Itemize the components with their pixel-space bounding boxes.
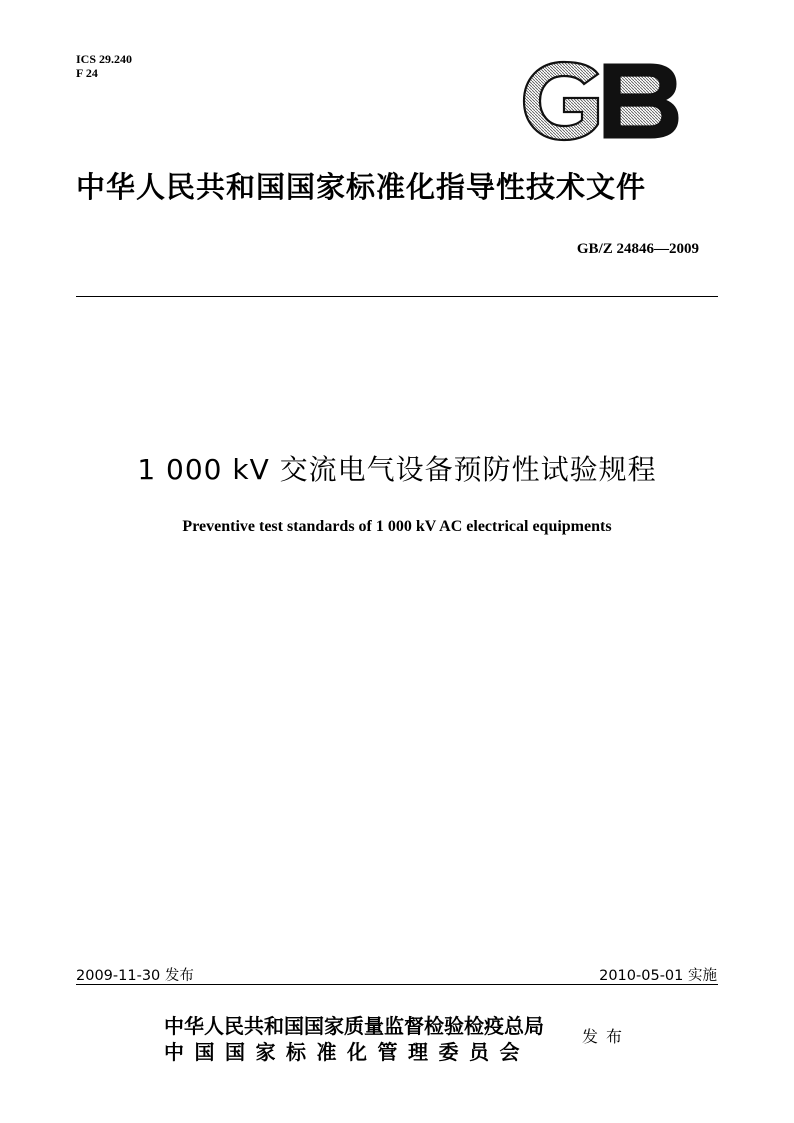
top-divider [76, 296, 718, 297]
gb-logo [520, 60, 680, 142]
letter-g-shape [524, 62, 598, 140]
gb-logo-graphic [520, 60, 680, 142]
issue-date: 2009-11-30 发布 [76, 968, 194, 984]
standard-number: GB/Z 24846—2009 [576, 241, 699, 257]
classification-codes [76, 52, 132, 80]
bottom-divider [76, 984, 718, 985]
title-chinese: 1 000 kV 交流电气设备预防性试验规程 [137, 453, 657, 486]
document-type-heading: 中华人民共和国国家标准化指导性技术文件 [76, 170, 647, 204]
publish-label: 发布 [582, 1027, 631, 1046]
ccs-code: F 24 [76, 66, 98, 80]
letter-b-shape [604, 64, 678, 138]
title-english: Preventive test standards of 1 000 kV AC electrical equipments [182, 518, 612, 535]
implementation-date: 2010-05-01 实施 [599, 968, 717, 984]
issuer-aqsiq: 中华人民共和国国家质量监督检验检疫总局 [164, 1014, 544, 1038]
issuer-sac: 中国国家标准化管理委员会 [164, 1040, 530, 1064]
ics-code: ICS 29.240 [76, 52, 133, 66]
